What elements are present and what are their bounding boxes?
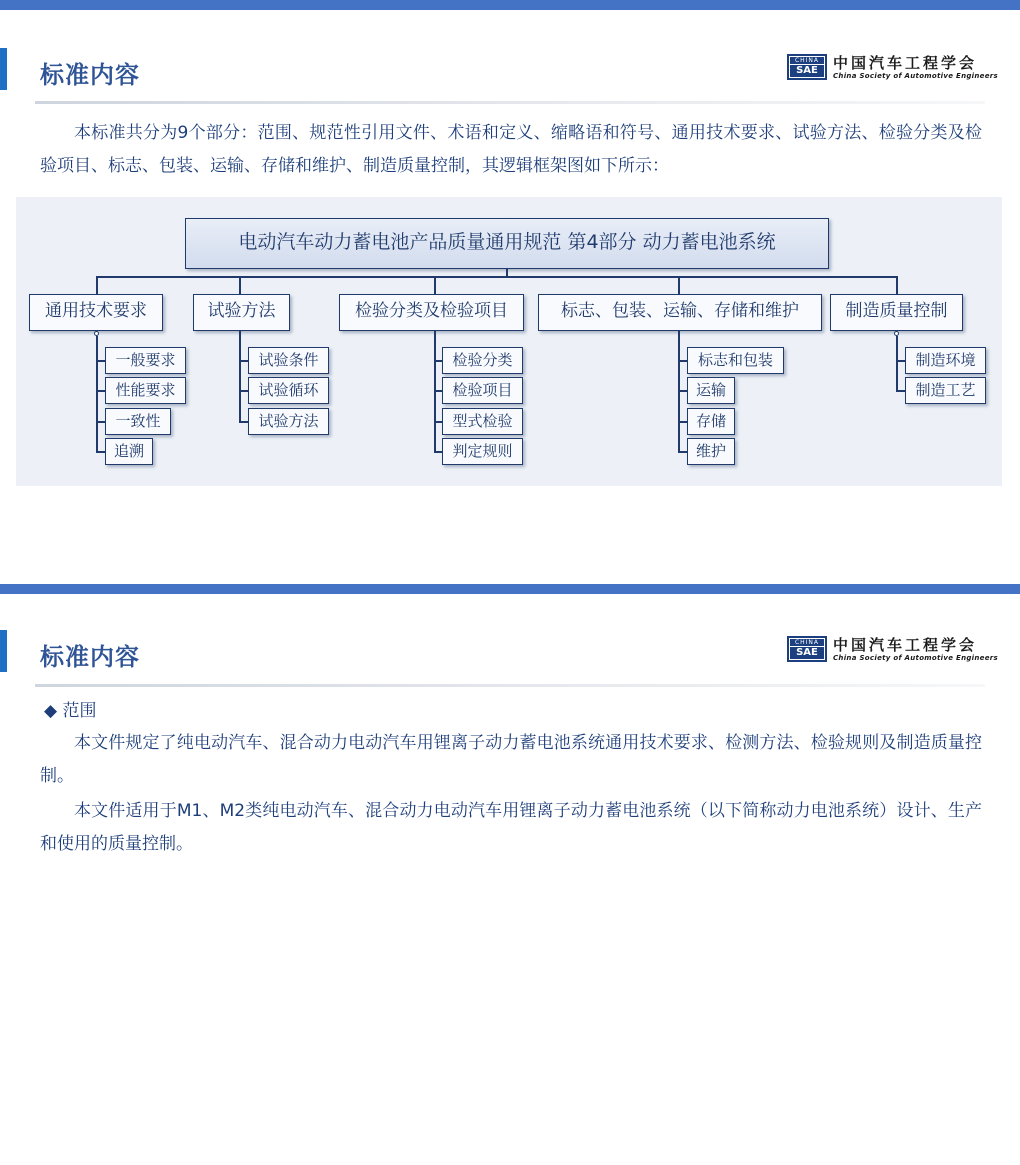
title-divider [35, 101, 985, 104]
branch-line [96, 336, 98, 453]
csae-logo [787, 634, 998, 666]
item-marking-packaging: 标志和包装 [687, 347, 784, 374]
branch-tick [678, 360, 687, 362]
branch-line [239, 331, 241, 423]
category-bus-line [96, 276, 898, 278]
intro-paragraph: 本标准共分为9个部分：范围、规范性引用文件、术语和定义、缩略语和符号、通用技术要求、试验方法、检验分类及检验项目、标志、包装、运输、存储和维护、制造质量控制，其逻辑框架图如下所示： [40, 123, 982, 176]
scope-paragraph-2: 本文件适用于M1、M2类纯电动汽车、混合动力电动汽车用锂离子动力蓄电池系统（以下简称动力电池系统）设计、生产和使用的质量控制。 [40, 801, 982, 854]
branch-line [434, 331, 436, 453]
item-test-conditions: 试验条件 [248, 347, 329, 374]
branch-tick [96, 451, 105, 453]
branch-tick [239, 360, 248, 362]
branch-tick [896, 360, 905, 362]
page-title: 标准内容 [40, 643, 140, 671]
category-test-methods: 试验方法 [193, 294, 290, 331]
branch-tick [678, 421, 687, 423]
slide-1 [0, 0, 1020, 520]
branch-line [678, 331, 680, 453]
section-title: 范围 [62, 701, 97, 721]
branch-tick [896, 390, 905, 392]
page-title: 标准内容 [40, 61, 140, 89]
item-test-method: 试验方法 [248, 408, 329, 435]
item-traceability: 追溯 [105, 438, 153, 465]
logo-name-cn: 中国汽车工程学会 [833, 54, 978, 72]
logo-name-en: China Society of Automotive Engineers [833, 72, 998, 80]
item-judgment-rules: 判定规则 [442, 438, 523, 465]
item-transport: 运输 [687, 377, 735, 404]
item-manufacturing-environment: 制造环境 [905, 347, 986, 374]
logo-mark-top-text: CHINA [790, 57, 824, 64]
drop-line [678, 276, 680, 294]
top-accent-bar [0, 0, 1020, 10]
csae-logo-mark [787, 54, 827, 80]
title-side-accent [0, 48, 7, 90]
diagram-root-node: 电动汽车动力蓄电池产品质量通用规范 第4部分 动力蓄电池系统 [185, 218, 829, 269]
logo-name-cn: 中国汽车工程学会 [833, 636, 978, 654]
branch-tick [96, 360, 105, 362]
csae-logo [787, 52, 998, 84]
logo-mark-top-text: CHINA [790, 639, 824, 646]
csae-logo-mark [787, 636, 827, 662]
branch-tick [678, 390, 687, 392]
top-accent-bar [0, 584, 1020, 594]
drop-line [96, 276, 98, 294]
slide-2 [0, 584, 1020, 1165]
category-inspection: 检验分类及检验项目 [339, 294, 524, 331]
branch-tick [96, 421, 105, 423]
item-consistency: 一致性 [105, 408, 171, 435]
title-divider [35, 684, 985, 687]
title-side-accent [0, 630, 7, 672]
drop-line [896, 276, 898, 294]
drop-line [239, 276, 241, 294]
branch-line [896, 336, 898, 392]
logo-name-en: China Society of Automotive Engineers [833, 654, 998, 662]
item-test-cycle: 试验循环 [248, 377, 329, 404]
item-storage: 存储 [687, 408, 735, 435]
item-maintenance: 维护 [687, 438, 735, 465]
branch-tick [239, 390, 248, 392]
item-inspection-classification: 检验分类 [442, 347, 523, 374]
drop-line [434, 276, 436, 294]
category-manufacturing-quality: 制造质量控制 [830, 294, 963, 331]
scope-paragraph-1: 本文件规定了纯电动汽车、混合动力电动汽车用锂离子动力蓄电池系统通用技术要求、检测方法、检验规则及制造质量控制。 [40, 733, 982, 786]
item-general-requirement: 一般要求 [105, 347, 186, 374]
item-type-inspection: 型式检验 [442, 408, 523, 435]
category-general-requirements: 通用技术要求 [29, 294, 163, 331]
branch-tick [239, 421, 248, 423]
item-performance-requirement: 性能要求 [105, 377, 186, 404]
logic-framework-diagram [16, 197, 1002, 486]
diamond-bullet-icon: ◆ [44, 701, 58, 721]
branch-tick [678, 451, 687, 453]
category-marking-packaging: 标志、包装、运输、存储和维护 [538, 294, 822, 331]
logo-mark-main-text: SAE [790, 647, 824, 659]
branch-tick [96, 390, 105, 392]
item-manufacturing-process: 制造工艺 [905, 377, 986, 404]
item-inspection-items: 检验项目 [442, 377, 523, 404]
section-heading [44, 696, 96, 721]
logo-mark-main-text: SAE [790, 65, 824, 77]
